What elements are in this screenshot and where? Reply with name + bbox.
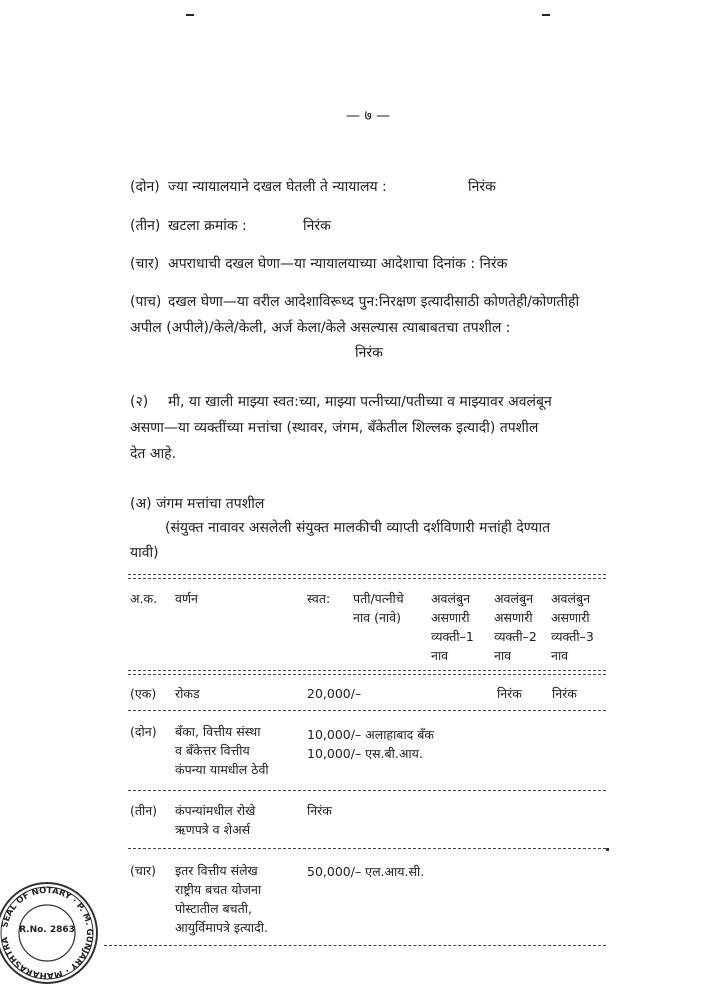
row-desc: कंपन्या यामधील ठेवी — [175, 762, 269, 777]
subsection-heading: (अ) जंगम मत्तांचा तपशील — [130, 496, 265, 512]
table-rule — [128, 574, 606, 575]
row-desc: इतर वित्तीय संलेख — [175, 863, 258, 878]
item-number: (तीन) — [130, 218, 161, 234]
header-dep1: असणारी — [431, 610, 470, 625]
table-rule — [128, 670, 606, 671]
item-number: (चार) — [130, 256, 160, 272]
table-rule — [128, 578, 606, 579]
row-desc: व बँकेत्तर वित्तीय — [175, 743, 250, 758]
table-rule — [128, 848, 606, 849]
header-dep1: नाव — [431, 648, 449, 663]
header-dep3: असणारी — [551, 610, 590, 625]
row-sr: (चार) — [130, 863, 157, 878]
row-self: 10,000/– एस.बी.आय. — [307, 746, 423, 761]
item-text-line: अपील (अपीले)/केले/केली, अर्ज केला/केले असल्यास त्याबाबतचा तपशील : — [130, 320, 511, 336]
section-text-line: देत आहे. — [130, 446, 177, 462]
row-self: 20,000/– — [307, 686, 362, 701]
item-value: निरंक — [355, 345, 383, 361]
row-sr: (तीन) — [130, 803, 158, 818]
scan-mark — [542, 14, 550, 16]
row-dep2: निरंक — [497, 686, 522, 701]
row-desc: बँका, वित्तीय संस्था — [175, 724, 261, 739]
subsection-note: (संयुक्त नावावर असलेली संयुक्त मालकीची व्याप्ती दर्शविणारी मत्तांही देण्यात — [165, 520, 551, 536]
row-desc: कंपन्यांमधील रोखे — [175, 803, 256, 818]
header-self: स्वत: — [307, 591, 331, 606]
row-desc: राष्ट्रीय बचत योजना — [175, 882, 262, 897]
svg-text:SEAL OF NOTARY · P. M. GUNJARY: SEAL OF NOTARY · P. M. GUNJARY · MAHARASHTRA — [0, 885, 95, 981]
header-dep2: नाव — [494, 648, 512, 663]
row-desc: रोकड — [175, 686, 200, 701]
item-value: निरंक — [303, 218, 331, 234]
row-desc: आयुर्विमापत्रे इत्यादी. — [175, 920, 268, 935]
item-text: अपराधाची दखल घेणा—या न्यायालयाच्या आदेशाचा दिनांक : निरंक — [168, 256, 508, 272]
header-spouse: नाव (नावे) — [353, 610, 401, 625]
header-dep2: असणारी — [494, 610, 533, 625]
header-dep1: अवलंबुन — [431, 591, 471, 606]
row-dep3: निरंक — [552, 686, 577, 701]
header-dep2: व्यक्ती–2 — [494, 629, 537, 644]
scan-dot — [606, 848, 609, 851]
header-dep1: व्यक्ती–1 — [431, 629, 474, 644]
table-rule — [128, 790, 606, 791]
table-rule — [128, 710, 606, 711]
row-sr: (एक) — [130, 686, 157, 701]
header-sr: अ.क. — [130, 591, 158, 606]
notary-seal-icon — [0, 878, 102, 988]
svg-text:R.No. 2863: R.No. 2863 — [19, 925, 75, 935]
section-number: (२) — [130, 394, 149, 410]
header-spouse: पती/पत्नीचे — [353, 591, 404, 606]
row-self: 10,000/– अलाहाबाद बँक — [307, 727, 435, 742]
table-rule — [128, 674, 606, 675]
header-desc: वर्णन — [175, 591, 198, 606]
header-dep3: व्यक्ती–3 — [551, 629, 594, 644]
item-value: निरंक — [468, 179, 496, 195]
row-desc: पोस्टातील बचती, — [175, 901, 252, 916]
item-number: (दोन) — [130, 179, 160, 195]
row-sr: (दोन) — [130, 724, 157, 739]
section-text-line: मी, या खाली माझ्या स्वत:च्या, माझ्या पत्नीच्या/पतीच्या व माझ्यावर अवलंबून — [168, 394, 552, 410]
row-desc: ऋणपत्रे व शेअर्स — [175, 822, 251, 837]
row-self: निरंक — [307, 803, 332, 818]
item-number: (पाच) — [130, 294, 162, 310]
header-dep3: अवलंबुन — [551, 591, 591, 606]
row-self: 50,000/– एल.आय.सी. — [307, 864, 425, 879]
table-rule — [104, 945, 606, 946]
item-text: खटला क्रमांक : — [168, 218, 247, 234]
item-text-line: दखल घेणा—या वरील आदेशाविरूध्द पुन:निरक्षण इत्यादीसाठी कोणतेही/कोणतीही — [168, 294, 580, 310]
item-text: ज्या न्यायालयाने दखल घेतली ते न्यायालय : — [168, 179, 387, 195]
header-dep2: अवलंबुन — [494, 591, 534, 606]
scan-mark — [186, 14, 194, 16]
page-number: — ७ — — [346, 108, 391, 124]
header-dep3: नाव — [551, 648, 569, 663]
section-text-line: असणा—या व्यक्तींच्या मत्तांचा (स्थावर, जंगम, बँकेतील शिल्लक इत्यादी) तपशील — [130, 420, 539, 436]
subsection-note: यावी) — [130, 545, 159, 561]
